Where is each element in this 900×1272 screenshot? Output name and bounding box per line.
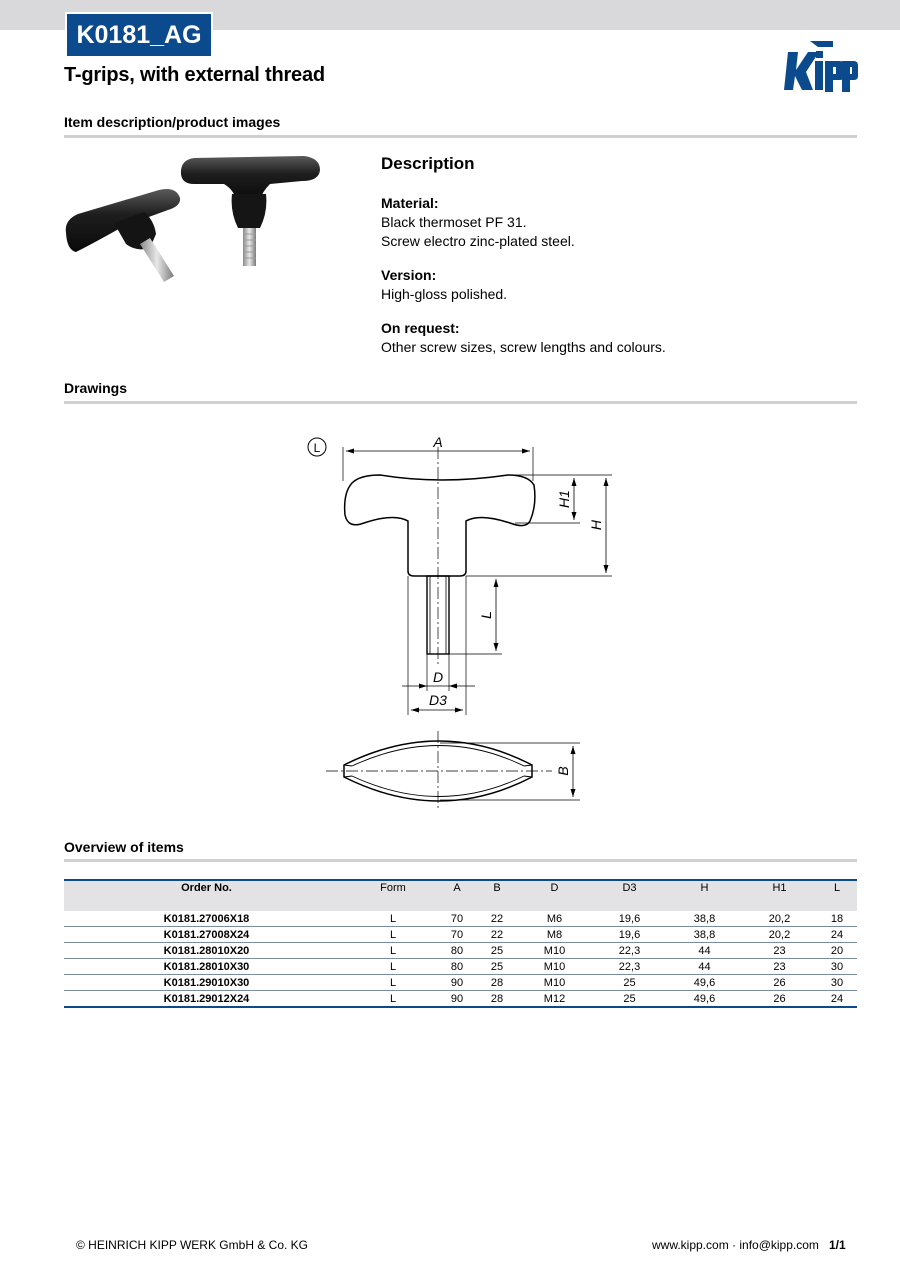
table-cell: 24: [817, 991, 857, 1008]
column-header: Form: [380, 882, 406, 894]
order-number-cell: K0181.28010X20: [64, 943, 349, 959]
table-cell: 25: [477, 959, 517, 975]
section-heading-item-description: Item description/product images: [64, 114, 281, 130]
dim-label-a: A: [433, 434, 443, 450]
material-line: Black thermoset PF 31.: [381, 214, 527, 230]
table-cell: 22,3: [592, 959, 667, 975]
description-block: [381, 154, 851, 372]
table-cell: 23: [742, 943, 817, 959]
dim-label-l: L: [478, 611, 494, 619]
table-cell: 90: [437, 975, 477, 991]
footer-copyright: © HEINRICH KIPP WERK GmbH & Co. KG: [76, 1238, 308, 1252]
material-line: Screw electro zinc-plated steel.: [381, 233, 575, 249]
dim-label-h1: H1: [556, 490, 572, 508]
section-heading-overview: Overview of items: [64, 839, 184, 855]
order-number-cell: K0181.29010X30: [64, 975, 349, 991]
table-row: [64, 911, 857, 927]
column-header: Order No.: [181, 882, 232, 894]
table-cell: 20,2: [742, 911, 817, 927]
table-cell: 20: [817, 943, 857, 959]
table-cell: M8: [517, 927, 592, 943]
table-row: [64, 943, 857, 959]
order-number-cell: K0181.27006X18: [64, 911, 349, 927]
table-cell: 28: [477, 975, 517, 991]
version-text: High-gloss polished.: [381, 286, 508, 302]
table-cell: 23: [742, 959, 817, 975]
column-header: B: [493, 882, 501, 894]
table-cell: M6: [517, 911, 592, 927]
product-image: [64, 148, 329, 298]
description-heading: Description: [381, 154, 475, 173]
table-cell: 44: [667, 943, 742, 959]
table-cell: L: [349, 975, 437, 991]
table-cell: L: [349, 927, 437, 943]
footer-contact-link[interactable]: www.kipp.com · info@kipp.com: [652, 1238, 819, 1252]
table-cell: 80: [437, 943, 477, 959]
section-divider: [64, 401, 857, 404]
on-request-text: Other screw sizes, screw lengths and colours.: [381, 339, 666, 355]
column-header: H: [700, 882, 709, 894]
dim-label-d: D: [432, 669, 444, 685]
table-row: [64, 991, 857, 1008]
material-label: Material:: [381, 195, 439, 211]
table-cell: 44: [667, 959, 742, 975]
table-cell: 38,8: [667, 927, 742, 943]
table-cell: L: [349, 959, 437, 975]
table-cell: 19,6: [592, 911, 667, 927]
form-marker-label: L: [313, 441, 321, 455]
on-request-label: On request:: [381, 320, 460, 336]
table-header-row: [64, 880, 857, 911]
section-divider: [64, 135, 857, 138]
kipp-logo: [784, 38, 858, 92]
table-cell: 25: [592, 991, 667, 1008]
items-table: [64, 879, 857, 1008]
dim-label-h: H: [588, 519, 604, 531]
table-row: [64, 927, 857, 943]
technical-drawing: [290, 425, 630, 820]
table-cell: 19,6: [592, 927, 667, 943]
table-cell: 90: [437, 991, 477, 1008]
table-cell: 20,2: [742, 927, 817, 943]
table-cell: 24: [817, 927, 857, 943]
table-cell: 25: [592, 975, 667, 991]
table-cell: 22: [477, 927, 517, 943]
table-cell: L: [349, 911, 437, 927]
table-cell: 70: [437, 911, 477, 927]
table-cell: 30: [817, 975, 857, 991]
order-number-cell: K0181.28010X30: [64, 959, 349, 975]
table-cell: M10: [517, 975, 592, 991]
page-title: T-grips, with external thread: [64, 64, 325, 86]
table-cell: 49,6: [667, 975, 742, 991]
table-cell: M10: [517, 959, 592, 975]
table-cell: 49,6: [667, 991, 742, 1008]
dim-label-d3: D3: [429, 692, 447, 708]
table-cell: 70: [437, 927, 477, 943]
table-cell: 25: [477, 943, 517, 959]
order-number-cell: K0181.27008X24: [64, 927, 349, 943]
table-cell: 30: [817, 959, 857, 975]
table-cell: 18: [817, 911, 857, 927]
section-heading-drawings: Drawings: [64, 380, 128, 396]
column-header: H1: [772, 882, 787, 894]
table-row: [64, 959, 857, 975]
table-row: [64, 975, 857, 991]
dim-label-b: B: [555, 766, 571, 776]
table-cell: 80: [437, 959, 477, 975]
column-header: D3: [622, 882, 637, 894]
column-header: A: [453, 882, 461, 894]
table-cell: 38,8: [667, 911, 742, 927]
table-cell: 22: [477, 911, 517, 927]
product-code-badge: K0181_AG: [65, 12, 213, 58]
table-cell: 26: [742, 991, 817, 1008]
column-header: D: [550, 882, 559, 894]
section-divider: [64, 859, 857, 862]
table-cell: L: [349, 943, 437, 959]
table-cell: 28: [477, 991, 517, 1008]
footer-page-number: 1/1: [829, 1238, 846, 1252]
order-number-cell: K0181.29012X24: [64, 991, 349, 1008]
table-cell: M10: [517, 943, 592, 959]
table-cell: L: [349, 991, 437, 1008]
table-cell: 22,3: [592, 943, 667, 959]
table-cell: M12: [517, 991, 592, 1008]
column-header: L: [833, 882, 841, 894]
version-label: Version:: [381, 267, 437, 283]
table-cell: 26: [742, 975, 817, 991]
